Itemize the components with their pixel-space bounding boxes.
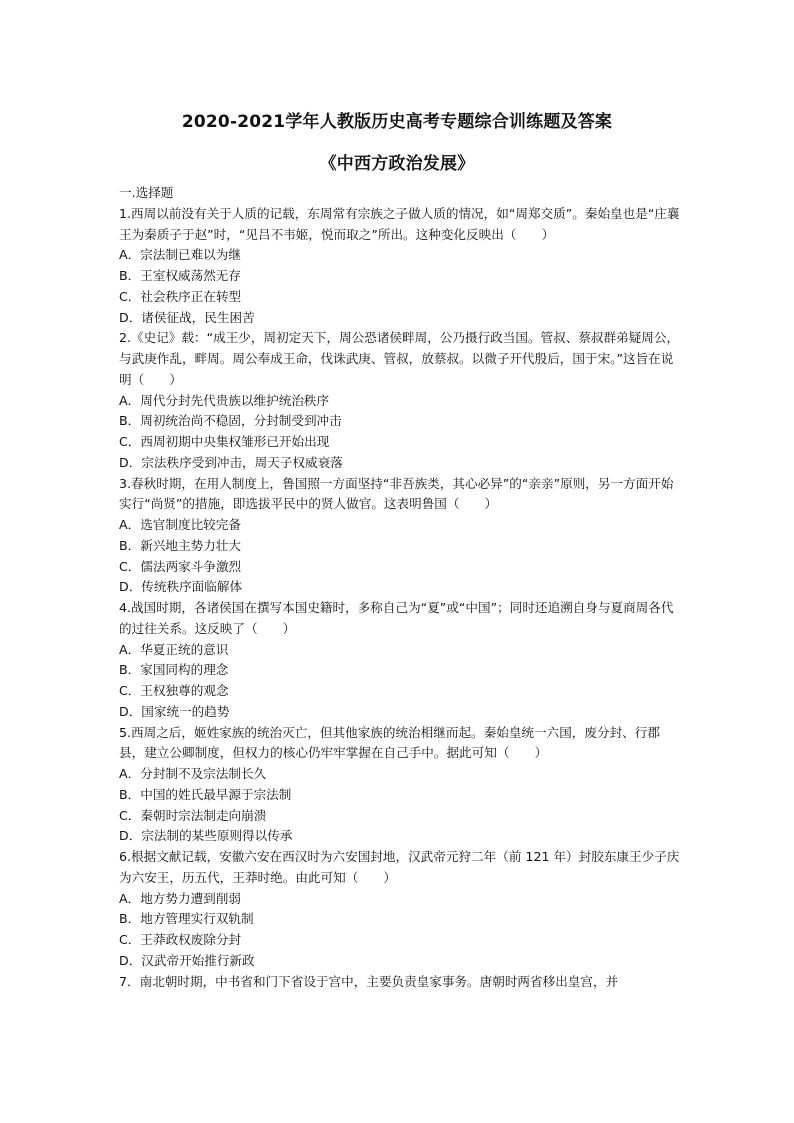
question-3-stem: 3.春秋时期，在用人制度上，鲁国照一方面坚持“非吾族类，其心必异”的“亲亲”原则，另一方面开始实行“尚贤”的措施，即选拔平民中的贤人做官。这表明鲁国（ ）	[119, 475, 674, 512]
question-4-option-c: C．王权独尊的观念	[119, 683, 229, 698]
question-4-option-b: B．家国同构的理念	[119, 662, 229, 678]
question-5-stem: 5.西周之后，姬姓家族的统治灭亡，但其他家族的统治相继而起。秦始皇统一六国，废分封、行郡县，建立公卿制度，但权力的核心仍牢牢掌握在自己手中。据此可知（ ）	[119, 724, 660, 761]
question-3-option-c: C．儒法两家斗争激烈	[119, 558, 242, 574]
question-4-option-d: D．国家统一的趋势	[119, 703, 230, 719]
question-7-stem: 7．南北朝时期，中书省和门下省设于宫中，主要负责皇家事务。唐朝时两省移出皇宫，并	[119, 973, 619, 989]
question-3-option-d: D．传统秩序面临解体	[119, 579, 243, 595]
question-1-option-b: B．王室权威荡然无存	[119, 268, 241, 283]
document-title: 2020-2021学年人教版历史高考专题综合训练题及答案	[181, 112, 613, 132]
question-2-option-b: B．周初统治尚不稳固，分封制受到冲击	[119, 413, 342, 429]
section-heading: 一.选择题	[119, 185, 174, 200]
question-1-stem: 1.西周以前没有关于人质的记载，东周常有宗族之子做人质的情况，如“周郑交质”。秦始皇也是“庄襄王为秦质子于赵”时，“见吕不韦姬，悦而取之”所出。这种变化反映出（ ）	[119, 205, 680, 242]
question-5-option-b: B．中国的姓氏最早源于宗法制	[119, 786, 292, 802]
question-2-stem: 2.《史记》载：“成王少，周初定天下，周公恐诸侯畔周，公乃摄行政当国。管叔、蔡叔群弟疑周公，与武庚作乱，畔周。周公奉成王命，伐诛武庚、管叔，放蔡叔。以微子开代殷后，国于宋。”这旨在说明（ ）	[119, 330, 680, 387]
question-6-option-d: D．汉武帝开始推行新政	[119, 952, 255, 968]
document-body	[119, 183, 683, 992]
question-5-option-c: C．秦朝时宗法制走向崩溃	[119, 807, 267, 823]
question-2-option-a: A．周代分封先代贵族以维护统治秩序	[119, 392, 330, 408]
question-1-option-c: C．社会秩序正在转型	[119, 288, 242, 304]
question-3-option-b: B．新兴地主势力壮大	[119, 537, 241, 553]
question-5-option-d: D．宗法制的某些原则得以传承	[119, 828, 293, 844]
question-4-stem: 4.战国时期，各诸侯国在撰写本国史籍时，多称自己为“夏”或“中国”；同时还追溯自身与夏商周各代的过往关系。这反映了（ ）	[119, 600, 674, 636]
question-6-option-a: A．地方势力遭到削弱	[119, 890, 241, 906]
question-4-option-a: A．华夏正统的意识	[119, 641, 229, 657]
question-5-option-a: A．分封制不及宗法制长久	[119, 766, 267, 781]
question-2-option-c: C．西周初期中央集权雏形已开始出现	[119, 434, 330, 449]
question-6-option-b: B．地方管理实行双轨制	[119, 911, 254, 927]
question-6-option-c: C．王莽政权废除分封	[119, 932, 242, 947]
question-6-stem: 6.根据文献记载，安徽六安在西汉时为六安国封地，汉武帝元狩二年（前 121 年）封胶东康王少子庆为六安王，历五代，王莽时绝。由此可知（ ）	[119, 849, 680, 885]
question-1-option-d: D．诸侯征战，民生困苦	[119, 309, 255, 325]
question-1-option-a: A．宗法制已难以为继	[119, 247, 241, 263]
question-2-option-d: D．宗法秩序受到冲击，周天子权威衰落	[119, 454, 343, 470]
document-subtitle: 《中西方政治发展》	[319, 154, 475, 174]
question-3-option-a: A．选官制度比较完备	[119, 517, 241, 532]
